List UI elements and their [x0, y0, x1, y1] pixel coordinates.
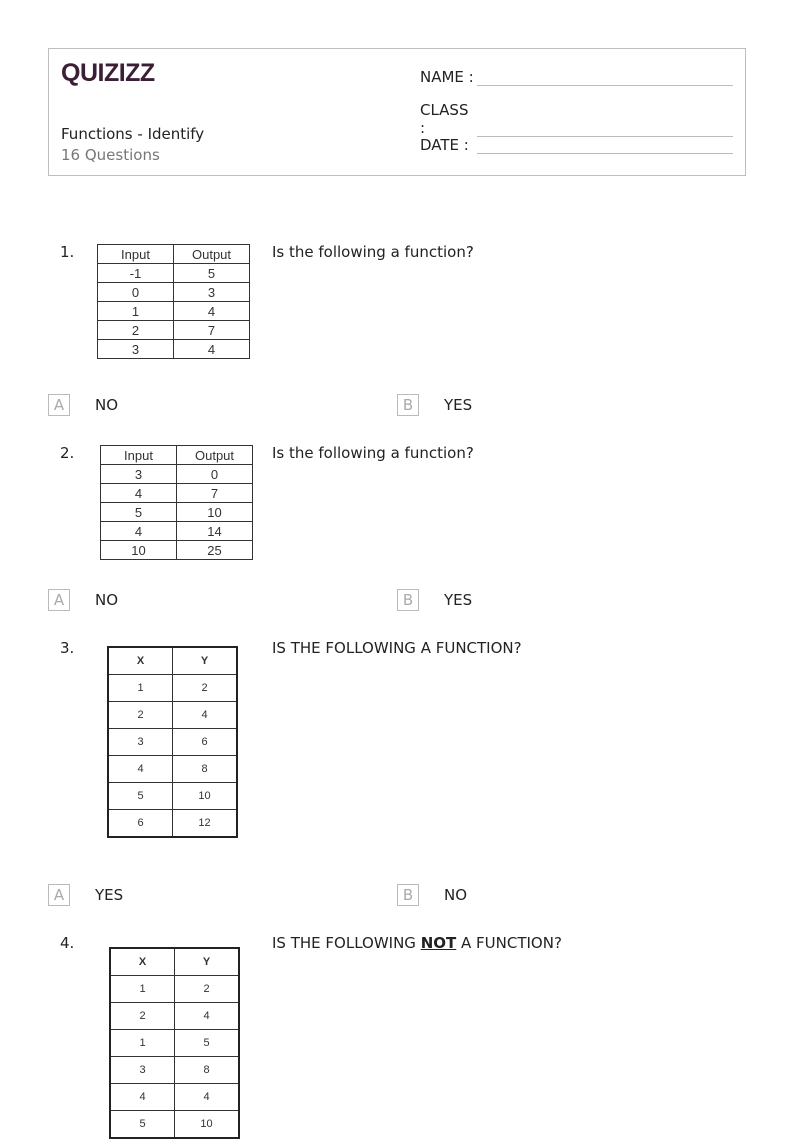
question-number: 1.: [60, 243, 75, 261]
table-cell: Y: [175, 948, 240, 976]
table-cell: X: [110, 948, 175, 976]
table-row: [101, 541, 253, 560]
table-row: [101, 522, 253, 541]
table-cell: X: [108, 647, 173, 675]
table-cell: 10: [177, 503, 253, 522]
table-cell: -1: [98, 264, 174, 283]
worksheet-header: [48, 48, 746, 176]
table-cell: 0: [177, 465, 253, 484]
option-label: NO: [95, 396, 119, 414]
table-cell: 5: [175, 1030, 240, 1057]
worksheet-title: Functions - Identify: [61, 125, 205, 143]
table-row: [110, 1057, 239, 1084]
table-row: [110, 1030, 239, 1057]
answer-option-b[interactable]: [397, 589, 472, 611]
option-letter-box[interactable]: A: [48, 589, 70, 611]
name-field[interactable]: NAME :: [420, 67, 733, 86]
table-cell: 5: [174, 264, 250, 283]
answer-option-a[interactable]: [48, 589, 118, 611]
question-table-image: [109, 947, 240, 1139]
table-cell: 2: [175, 976, 240, 1003]
table-cell: Input: [98, 245, 174, 264]
question-text: IS THE FOLLOWING A FUNCTION?: [272, 639, 522, 657]
table-row: [98, 302, 250, 321]
answer-option-a[interactable]: [48, 394, 118, 416]
table-row: [101, 484, 253, 503]
option-letter-box[interactable]: B: [397, 589, 419, 611]
table-row: [108, 729, 237, 756]
table-row: [108, 702, 237, 729]
table-row: [98, 245, 250, 264]
table-row: [110, 948, 239, 976]
table-cell: 2: [98, 321, 174, 340]
table-cell: 7: [177, 484, 253, 503]
table-cell: 4: [175, 1084, 240, 1111]
table-row: [110, 1003, 239, 1030]
question-table-image: [100, 445, 253, 560]
table-cell: Y: [173, 647, 238, 675]
table-cell: 12: [173, 810, 238, 838]
table-cell: 4: [108, 756, 173, 783]
option-label: YES: [444, 591, 473, 609]
question-text: Is the following a function?: [272, 243, 474, 261]
answer-option-a[interactable]: [48, 884, 123, 906]
option-letter-box[interactable]: A: [48, 884, 70, 906]
table-cell: 1: [108, 675, 173, 702]
table-row: [108, 783, 237, 810]
table-cell: 2: [173, 675, 238, 702]
table-row: [98, 283, 250, 302]
option-label: YES: [95, 886, 124, 904]
table-cell: 2: [108, 702, 173, 729]
table-cell: 5: [101, 503, 177, 522]
table-cell: 25: [177, 541, 253, 560]
table-row: [98, 321, 250, 340]
answer-option-b[interactable]: [397, 394, 472, 416]
table-cell: 3: [108, 729, 173, 756]
table-row: [110, 1111, 239, 1139]
table-cell: 4: [175, 1003, 240, 1030]
table-cell: 8: [173, 756, 238, 783]
table-cell: 4: [101, 522, 177, 541]
question-table-image: [107, 646, 238, 838]
table-cell: 8: [175, 1057, 240, 1084]
table-cell: 10: [173, 783, 238, 810]
class-field[interactable]: CLASS :: [420, 101, 733, 137]
table-cell: 4: [101, 484, 177, 503]
question-number: 4.: [60, 934, 75, 952]
table-cell: 0: [98, 283, 174, 302]
option-letter-box[interactable]: B: [397, 394, 419, 416]
option-letter-box[interactable]: A: [48, 394, 70, 416]
question-count: 16 Questions: [61, 146, 160, 164]
option-label: NO: [95, 591, 119, 609]
question-text: IS THE FOLLOWING NOT A FUNCTION?: [272, 934, 562, 952]
question-number: 3.: [60, 639, 75, 657]
option-letter-box[interactable]: B: [397, 884, 419, 906]
table-row: [110, 976, 239, 1003]
question-table-image: [97, 244, 250, 359]
table-row: [98, 264, 250, 283]
option-label: NO: [444, 886, 468, 904]
table-cell: 2: [110, 1003, 175, 1030]
table-cell: 10: [175, 1111, 240, 1139]
table-cell: 3: [110, 1057, 175, 1084]
table-cell: 5: [110, 1111, 175, 1139]
table-row: [101, 446, 253, 465]
table-cell: 3: [101, 465, 177, 484]
table-cell: 4: [173, 702, 238, 729]
table-cell: 3: [174, 283, 250, 302]
table-row: [108, 756, 237, 783]
table-row: [110, 1084, 239, 1111]
table-row: [101, 465, 253, 484]
table-cell: 14: [177, 522, 253, 541]
table-row: [108, 675, 237, 702]
table-cell: 1: [110, 1030, 175, 1057]
table-cell: 4: [110, 1084, 175, 1111]
option-label: YES: [444, 396, 473, 414]
table-cell: 4: [174, 302, 250, 321]
answer-option-b[interactable]: [397, 884, 467, 906]
table-cell: Output: [177, 446, 253, 465]
table-cell: 6: [173, 729, 238, 756]
table-cell: 4: [174, 340, 250, 359]
table-cell: 3: [98, 340, 174, 359]
table-cell: 6: [108, 810, 173, 838]
quizizz-logo: QUIZIZZ: [61, 59, 155, 87]
question-number: 2.: [60, 444, 75, 462]
table-cell: Output: [174, 245, 250, 264]
table-cell: 1: [98, 302, 174, 321]
date-field[interactable]: DATE :: [420, 135, 733, 154]
emphasis: NOT: [420, 934, 457, 952]
table-row: [101, 503, 253, 522]
table-row: [108, 647, 237, 675]
table-cell: 5: [108, 783, 173, 810]
table-cell: 7: [174, 321, 250, 340]
table-cell: 1: [110, 976, 175, 1003]
table-row: [98, 340, 250, 359]
question-text: Is the following a function?: [272, 444, 474, 462]
table-row: [108, 810, 237, 838]
table-cell: 10: [101, 541, 177, 560]
table-cell: Input: [101, 446, 177, 465]
